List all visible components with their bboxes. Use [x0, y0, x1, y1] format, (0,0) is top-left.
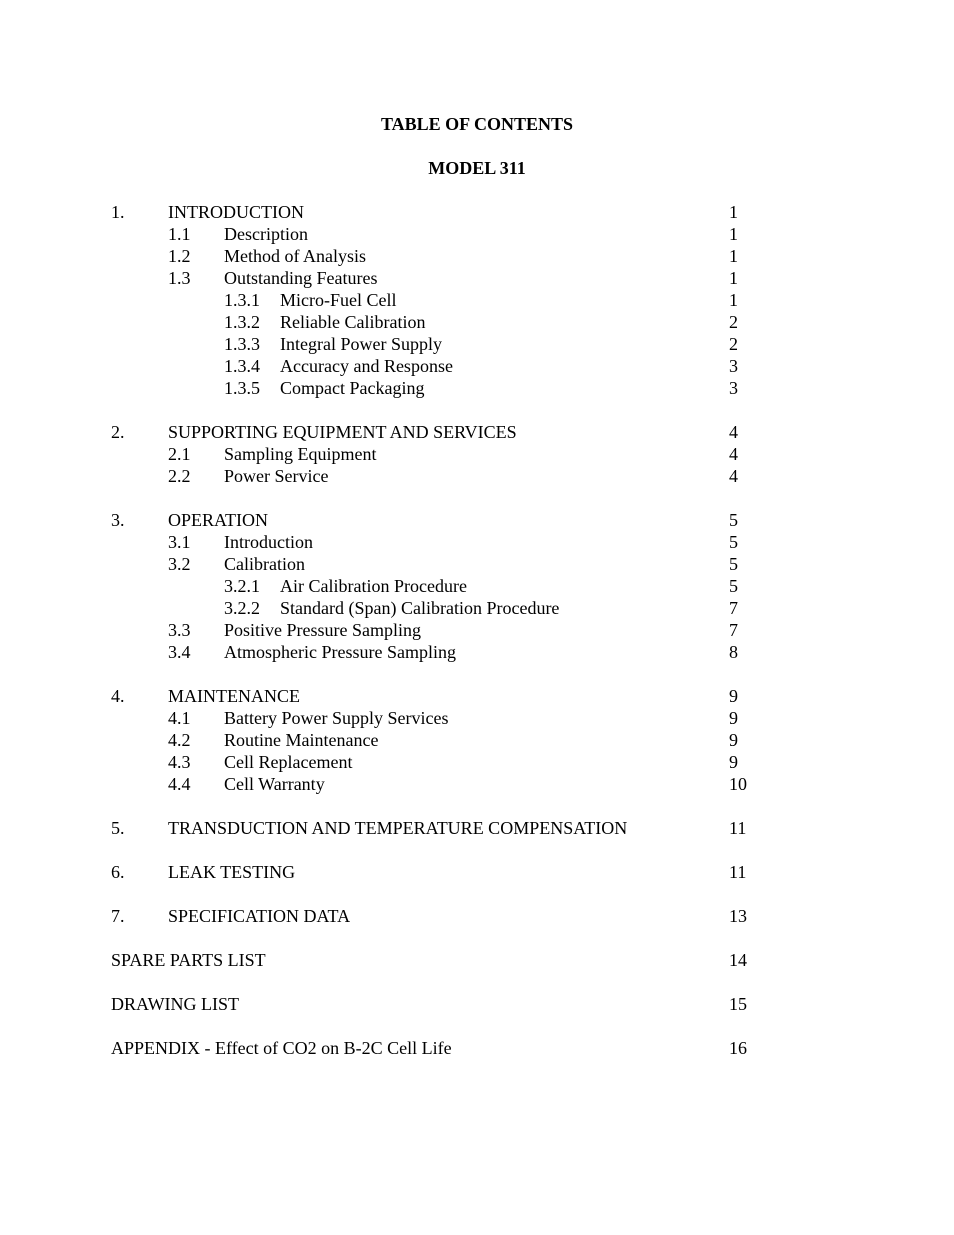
- toc-entry-title: TRANSDUCTION AND TEMPERATURE COMPENSATION: [168, 818, 628, 838]
- toc-entry: [0, 729, 954, 751]
- toc-entry: [0, 553, 954, 575]
- toc-entry-number: 4.4: [168, 774, 191, 794]
- toc-entry-title: Method of Analysis: [224, 246, 366, 266]
- model-heading: MODEL 311: [428, 158, 526, 178]
- toc-entry-title: Micro-Fuel Cell: [280, 290, 397, 310]
- toc-entry: [0, 355, 954, 377]
- toc-entry-number: 1.3.4: [224, 356, 260, 376]
- toc-entry-page: 7: [729, 598, 738, 618]
- toc-entry-page: 4: [729, 466, 738, 486]
- toc-entry: [0, 751, 954, 773]
- toc-entry: [0, 311, 954, 333]
- toc-entry: [0, 707, 954, 729]
- toc-entry: [0, 201, 954, 223]
- toc-entry-page: 13: [729, 906, 747, 926]
- toc-entry-page: 4: [729, 422, 738, 442]
- toc-entry-title: SPECIFICATION DATA: [168, 906, 351, 926]
- toc-entry: [0, 905, 954, 927]
- toc-entry-number: 4.1: [168, 708, 191, 728]
- toc-entry-page: 15: [729, 994, 747, 1014]
- toc-entry-title: APPENDIX - Effect of CO2 on B-2C Cell Life: [111, 1038, 452, 1058]
- toc-entry: [0, 861, 954, 883]
- toc-entry: [0, 289, 954, 311]
- toc-entry-title: Power Service: [224, 466, 329, 486]
- toc-entry-page: 9: [729, 686, 738, 706]
- toc-entry-page: 1: [729, 290, 738, 310]
- toc-entry-page: 3: [729, 378, 738, 398]
- toc-entry-number: 1.2: [168, 246, 191, 266]
- toc-entry: [0, 377, 954, 399]
- toc-entry-number: 1.3.3: [224, 334, 260, 354]
- toc-entry-title: Battery Power Supply Services: [224, 708, 449, 728]
- toc-entry-number: 4.: [111, 686, 125, 706]
- toc-entry-title: Integral Power Supply: [280, 334, 442, 354]
- toc-entry-title: Reliable Calibration: [280, 312, 426, 332]
- toc-entry-number: 3.3: [168, 620, 191, 640]
- toc-entry-number: 1.: [111, 202, 125, 222]
- toc-entry: [0, 641, 954, 663]
- toc-entry: [0, 949, 954, 971]
- toc-entry: [0, 245, 954, 267]
- toc-entry-title: Cell Replacement: [224, 752, 353, 772]
- toc-entry-page: 9: [729, 752, 738, 772]
- toc-entry-title: Sampling Equipment: [224, 444, 377, 464]
- toc-entry-title: Description: [224, 224, 308, 244]
- toc-entry: [0, 817, 954, 839]
- toc-entry: [0, 531, 954, 553]
- toc-entry-page: 4: [729, 444, 738, 464]
- toc-entry: [0, 509, 954, 531]
- toc-entry: [0, 223, 954, 245]
- toc-entry-page: 11: [729, 818, 747, 838]
- toc-entry-page: 11: [729, 862, 747, 882]
- toc-entry: [0, 773, 954, 795]
- toc-entry-title: SPARE PARTS LIST: [111, 950, 266, 970]
- toc-entry-number: 1.1: [168, 224, 191, 244]
- toc-entry-title: OPERATION: [168, 510, 269, 530]
- toc-entry-page: 9: [729, 730, 738, 750]
- toc-entry-number: 3.2: [168, 554, 191, 574]
- toc-entry: [0, 619, 954, 641]
- toc-entry-title: DRAWING LIST: [111, 994, 240, 1014]
- toc-entry-title: Calibration: [224, 554, 305, 574]
- toc-entry-page: 5: [729, 510, 738, 530]
- toc-entry-number: 1.3: [168, 268, 191, 288]
- toc-entry: [0, 421, 954, 443]
- toc-entry-title: Cell Warranty: [224, 774, 325, 794]
- toc-entry-number: 1.3.5: [224, 378, 260, 398]
- toc-entry-page: 2: [729, 334, 738, 354]
- toc-entry-title: Accuracy and Response: [280, 356, 453, 376]
- toc-entry-title: MAINTENANCE: [168, 686, 300, 706]
- toc-entry-page: 1: [729, 202, 738, 222]
- toc-entry-number: 2.1: [168, 444, 191, 464]
- toc-entry: [0, 465, 954, 487]
- toc-entry-number: 4.3: [168, 752, 191, 772]
- toc-entry-page: 5: [729, 576, 738, 596]
- toc-entry: [0, 1037, 954, 1059]
- toc-entry-number: 3.1: [168, 532, 191, 552]
- toc-entry-page: 3: [729, 356, 738, 376]
- table-of-contents: [0, 201, 954, 1059]
- toc-entry-page: 2: [729, 312, 738, 332]
- toc-entry-page: 14: [729, 950, 747, 970]
- toc-entry-number: 7.: [111, 906, 125, 926]
- toc-entry-title: INTRODUCTION: [168, 202, 304, 222]
- toc-entry-page: 1: [729, 224, 738, 244]
- toc-entry-page: 5: [729, 554, 738, 574]
- toc-entry-title: Positive Pressure Sampling: [224, 620, 421, 640]
- toc-entry-number: 3.4: [168, 642, 191, 662]
- toc-entry-number: 5.: [111, 818, 125, 838]
- toc-entry-title: Standard (Span) Calibration Procedure: [280, 598, 560, 618]
- toc-entry-number: 3.2.2: [224, 598, 260, 618]
- toc-entry: [0, 333, 954, 355]
- toc-entry-page: 10: [729, 774, 747, 794]
- toc-entry-number: 2.: [111, 422, 125, 442]
- toc-entry-number: 1.3.1: [224, 290, 260, 310]
- toc-entry: [0, 993, 954, 1015]
- toc-entry-number: 6.: [111, 862, 125, 882]
- toc-entry-page: 16: [729, 1038, 747, 1058]
- toc-entry-page: 1: [729, 268, 738, 288]
- toc-entry: [0, 685, 954, 707]
- toc-entry-page: 5: [729, 532, 738, 552]
- toc-entry-page: 1: [729, 246, 738, 266]
- toc-entry-title: LEAK TESTING: [168, 862, 296, 882]
- toc-entry: [0, 267, 954, 289]
- toc-entry-number: 4.2: [168, 730, 191, 750]
- toc-entry-page: 7: [729, 620, 738, 640]
- page-title: TABLE OF CONTENTS: [380, 114, 574, 134]
- toc-entry-title: Routine Maintenance: [224, 730, 379, 750]
- toc-entry-title: Compact Packaging: [280, 378, 425, 398]
- toc-entry-number: 1.3.2: [224, 312, 260, 332]
- toc-entry-page: 8: [729, 642, 738, 662]
- toc-entry-page: 9: [729, 708, 738, 728]
- toc-entry: [0, 597, 954, 619]
- toc-entry: [0, 443, 954, 465]
- toc-entry-number: 2.2: [168, 466, 191, 486]
- toc-entry: [0, 575, 954, 597]
- toc-entry-title: Introduction: [224, 532, 313, 552]
- toc-entry-number: 3.: [111, 510, 125, 530]
- toc-entry-title: Air Calibration Procedure: [280, 576, 467, 596]
- toc-entry-title: Outstanding Features: [224, 268, 378, 288]
- toc-entry-title: SUPPORTING EQUIPMENT AND SERVICES: [168, 422, 517, 442]
- toc-entry-title: Atmospheric Pressure Sampling: [224, 642, 456, 662]
- toc-entry-number: 3.2.1: [224, 576, 260, 596]
